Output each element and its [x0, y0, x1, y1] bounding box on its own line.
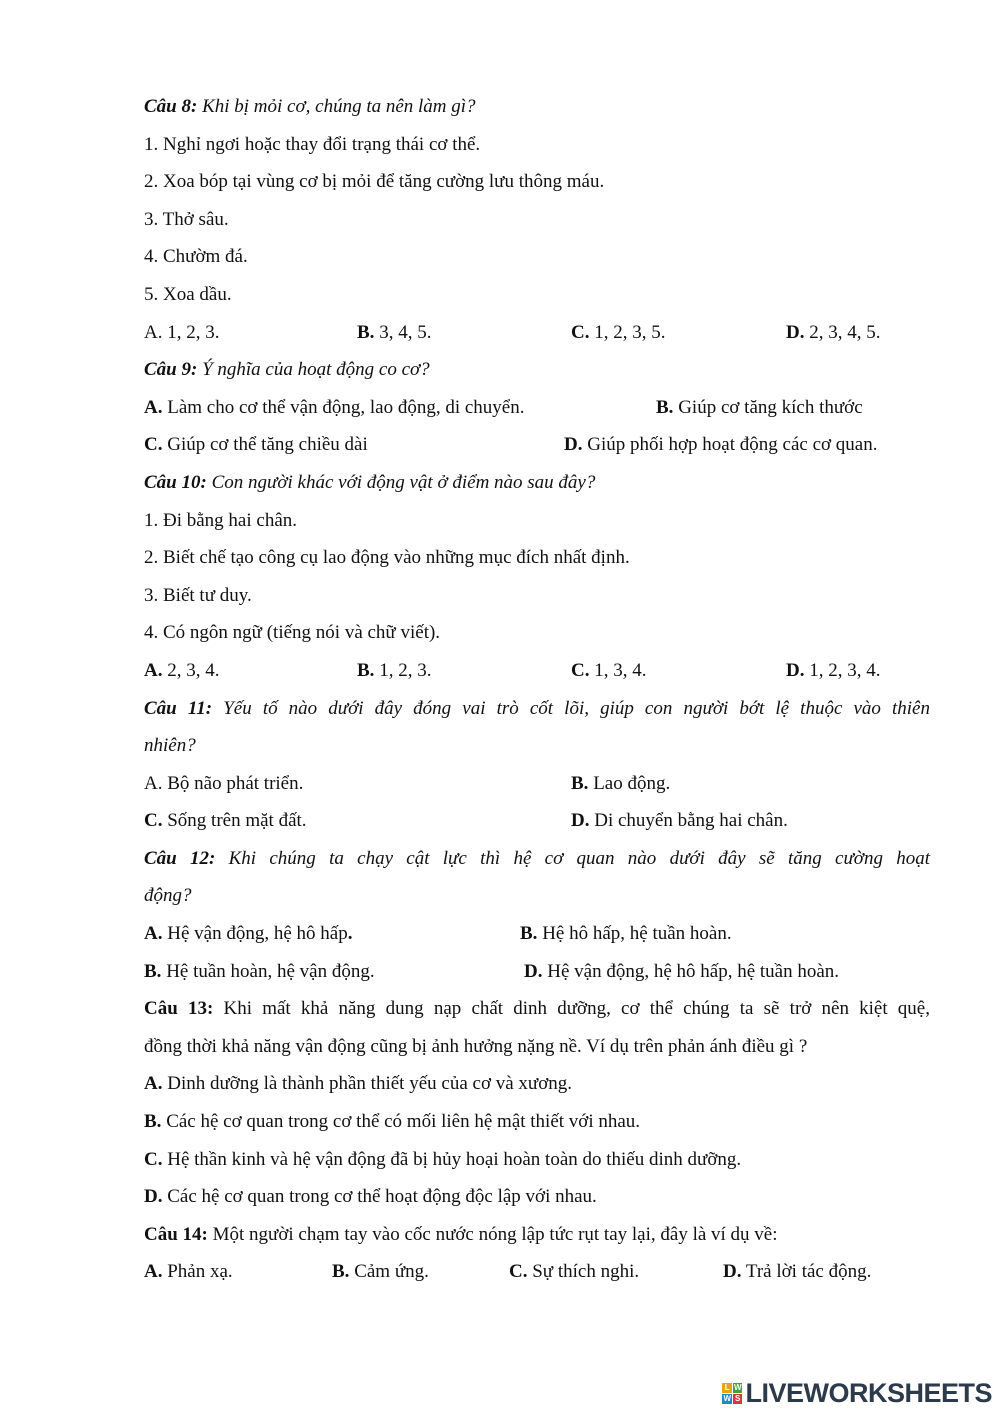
- q8-item-4: 4. Chườm đá.: [144, 246, 248, 268]
- q11-option-a[interactable]: A. Bộ não phát triển.: [144, 772, 304, 794]
- q14-options: [144, 1253, 930, 1291]
- question-10-label: Câu 10:: [144, 471, 207, 493]
- q11-options-row-2: [144, 802, 930, 840]
- question-8-label: Câu 8:: [144, 96, 198, 117]
- q8-item-2: 2. Xoa bóp tại vùng cơ bị mỏi để tăng cường lưu thông máu.: [144, 171, 605, 193]
- q8-option-d[interactable]: D. 2, 3, 4, 5.: [786, 321, 881, 343]
- question-11-cont: nhiên?: [144, 735, 196, 757]
- question-11-text: Yếu tố nào dưới đây đóng vai trò cốt lõi, giúp con người bớt lệ thuộc vào thiên: [212, 697, 930, 719]
- question-10-text: Con người khác với động vật ở điểm nào sau đây?: [206, 471, 596, 493]
- q13-option-d[interactable]: D. Các hệ cơ quan trong cơ thể hoạt động độc lập với nhau.: [144, 1186, 597, 1208]
- q10-item-2: 2. Biết chế tạo công cụ lao động vào những mục đích nhất định.: [144, 547, 630, 569]
- q12-options-row-1: [144, 915, 930, 953]
- q14-option-a[interactable]: A. Phản xạ.: [144, 1261, 233, 1283]
- q10-option-b[interactable]: B. 1, 2, 3.: [357, 659, 432, 681]
- question-11: [144, 690, 930, 728]
- q14-option-c[interactable]: C. Sự thích nghi.: [509, 1261, 640, 1283]
- question-10: [144, 464, 930, 502]
- q10-item-3: 3. Biết tư duy.: [144, 584, 252, 606]
- q10-options: [144, 652, 930, 690]
- q10-option-c[interactable]: C. 1, 3, 4.: [571, 659, 647, 681]
- question-9-text: Ý nghĩa của hoạt động co cơ?: [197, 359, 430, 381]
- q8-option-a[interactable]: A. 1, 2, 3.: [144, 321, 220, 343]
- liveworksheets-text: LIVEWORKSHEETS: [745, 1377, 992, 1408]
- q9-option-d[interactable]: D. Giúp phối hợp hoạt động các cơ quan.: [564, 434, 878, 456]
- question-8-text: Khi bị mỏi cơ, chúng ta nên làm gì?: [197, 96, 476, 117]
- q12-options-row-2: [144, 953, 930, 991]
- q8-option-c[interactable]: C. 1, 2, 3, 5.: [571, 321, 666, 343]
- question-12: [144, 840, 930, 878]
- q8-item-3: 3. Thở sâu.: [144, 208, 229, 230]
- q14-option-b[interactable]: B. Cảm ứng.: [332, 1261, 429, 1283]
- q9-option-b[interactable]: B. Giúp cơ tăng kích thước: [656, 396, 863, 418]
- q13-option-a[interactable]: A. Dinh dưỡng là thành phần thiết yếu của cơ và xương.: [144, 1073, 573, 1095]
- worksheet-page: [144, 88, 930, 1291]
- question-12-text: Khi chúng ta chạy cật lực thì hệ cơ quan nào dưới đây sẽ tăng cường hoạt: [215, 847, 930, 869]
- liveworksheets-mark-icon: L W W S: [723, 1383, 742, 1403]
- q10-item-4: 4. Có ngôn ngữ (tiếng nói và chữ viết).: [144, 622, 441, 644]
- q9-option-a[interactable]: A. Làm cho cơ thể vận động, lao động, di chuyển.: [144, 396, 525, 418]
- q8-item-5: 5. Xoa dầu.: [144, 283, 232, 305]
- q13-option-c[interactable]: C. Hệ thần kinh và hệ vận động đã bị hủy hoại hoàn toàn do thiếu dinh dưỡng.: [144, 1148, 742, 1170]
- q11-option-c[interactable]: C. Sống trên mặt đất.: [144, 810, 307, 832]
- question-12-cont: động?: [144, 885, 192, 907]
- q11-options-row-1: [144, 765, 930, 803]
- q14-option-d[interactable]: D. Trả lời tác động.: [723, 1261, 872, 1283]
- q12-option-d[interactable]: D. Hệ vận động, hệ hô hấp, hệ tuần hoàn.: [524, 960, 840, 982]
- question-13-cont: đồng thời khả năng vận động cũng bị ảnh hưởng nặng nề. Ví dụ trên phản ánh điều gì ?: [144, 1035, 808, 1057]
- q11-option-d[interactable]: D. Di chuyển bằng hai chân.: [571, 810, 788, 832]
- q10-option-d[interactable]: D. 1, 2, 3, 4.: [786, 659, 881, 681]
- q12-option-a[interactable]: A. Hệ vận động, hệ hô hấp.: [144, 923, 353, 945]
- question-13-text: Khi mất khả năng dung nạp chất dinh dưỡng, cơ thể chúng ta sẽ trở nên kiệt quệ,: [213, 998, 930, 1020]
- q9-options-row-1: [144, 389, 930, 427]
- q8-options: [144, 314, 930, 352]
- question-12-label: Câu 12:: [144, 847, 216, 869]
- question-9-label: Câu 9:: [144, 359, 198, 381]
- question-14-text: Một người chạm tay vào cốc nước nóng lập tức rụt tay lại, đây là ví dụ về:: [207, 1223, 778, 1245]
- q9-option-c[interactable]: C. Giúp cơ thể tăng chiều dài: [144, 434, 368, 456]
- q9-options-row-2: [144, 426, 930, 464]
- q11-option-b[interactable]: B. Lao động.: [571, 772, 671, 794]
- q13-option-b[interactable]: B. Các hệ cơ quan trong cơ thể có mối liên hệ mật thiết với nhau.: [144, 1111, 641, 1133]
- liveworksheets-logo: [722, 1379, 992, 1407]
- q12-option-c[interactable]: B. Hệ tuần hoàn, hệ vận động.: [144, 960, 375, 982]
- q12-option-b[interactable]: B. Hệ hô hấp, hệ tuần hoàn.: [520, 923, 732, 945]
- question-9: [144, 351, 930, 389]
- question-13-label: Câu 13:: [144, 998, 214, 1020]
- question-8: [144, 88, 930, 126]
- q10-item-1: 1. Đi bằng hai chân.: [144, 509, 298, 531]
- q8-item-1: 1. Nghỉ ngơi hoặc thay đổi trạng thái cơ thể.: [144, 133, 481, 155]
- question-14: [144, 1216, 930, 1254]
- question-13: [144, 990, 930, 1028]
- q10-option-a[interactable]: A. 2, 3, 4.: [144, 659, 220, 681]
- question-11-label: Câu 11:: [144, 697, 213, 719]
- question-14-label: Câu 14:: [144, 1223, 208, 1245]
- q8-option-b[interactable]: B. 3, 4, 5.: [357, 321, 432, 343]
